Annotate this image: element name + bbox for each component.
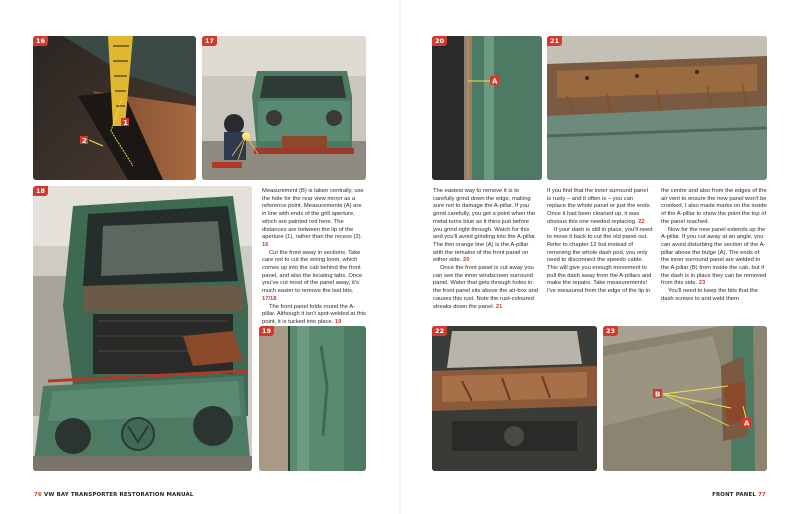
marker-A: A	[492, 77, 498, 86]
paragraph: Now for the new panel extends up the A-pillar. If you cut away at an angle, you can avoid disturbing the section of the A-pillar above the bulge (A). The ends of the inner surround panel are welded to the A-pillar (B) from inside the cab, but if the dash is in place they can be removed from this side. 23	[661, 226, 767, 287]
photo-reference: 23	[698, 280, 706, 287]
marker-2: 2	[82, 137, 87, 145]
photo-reference: 20	[462, 257, 470, 264]
paragraph: If you find that the inner surround panel is rusty – and it often is – you can replace the whole panel or just the ends. Once it had been cleaned up, it was obvious this one needed replacing. 22	[547, 188, 652, 225]
page-gutter	[399, 0, 401, 514]
photo-20-image	[432, 36, 542, 180]
photo-number-badge: 17	[202, 36, 217, 46]
photo-19-image	[259, 326, 366, 471]
photo-18	[33, 186, 252, 471]
photo-16-image	[33, 36, 196, 180]
book-title: VW BAY TRANSPORTER RESTORATION MANUAL	[43, 492, 194, 498]
paragraph: If your dash is still in place, you'll need to move it back to cut the old panel out. Refer to chapter 12 but instead of removing the whole dash pod, you only need to disconnect the speedo cable. This will give you enough movement to pull the dash away from the A-pillars and make the repairs. Take measurements! I've measured from the edge of the lip in	[547, 226, 653, 295]
photo-reference: 17/18	[262, 295, 277, 302]
text-column-1	[262, 188, 367, 327]
photo-18-image	[33, 186, 252, 471]
photo-number-badge: 19	[259, 326, 274, 336]
photo-number-badge: 23	[603, 326, 618, 336]
photo-number-badge: 20	[432, 36, 447, 46]
paragraph: The easiest way to remove it is to carefully grind down the edge, making sure not to damage the A-pillar. If you grind carefully, you get a point when the metal turns blue as it thins just before you grind right through. Watch for this and you'll avoid grinding into the A-pillar. The thin orange line (A) is the A-pillar with the remains of the front panel on either side. 20	[433, 188, 537, 264]
marker-1: 1	[123, 119, 128, 127]
right-page-footer	[712, 492, 766, 498]
paragraph: the centre and also from the edges of the air vent to ensure the new panel won't be crooked. I also made marks on the inside of the A-pillar to show the point the top of the panel reached.	[661, 188, 767, 225]
page-number: 77	[758, 492, 766, 498]
photo-17-image	[202, 36, 366, 180]
photo-22-image	[432, 326, 597, 471]
paragraph: Measurement (B) is taken centrally, use the hole for the rear view mirror as a reference point. Measurements (A) are in line with ends of the grill aperture, which are painted red here. The distances are between the lip of the aperture (1), rather than the recess (2). 16	[262, 188, 364, 248]
photo-17	[202, 36, 366, 180]
photo-reference: 22	[638, 218, 645, 225]
paragraph: Cut the front away in sections. Take care not to cut the wiring loom, which comes up into the cab behind the front panel, and also the locating tabs. Once you've cut most of the panel away, it's much easier to remove the last bits. 17/18	[262, 249, 363, 302]
marker-A: A	[744, 419, 750, 428]
photo-reference: 16	[262, 241, 269, 248]
photo-21	[547, 36, 767, 180]
paragraph: The front panel folds round the A-pillar. Although it isn't spot-welded at this point, it is tucked into place. 19	[262, 303, 366, 325]
photo-22	[432, 326, 597, 471]
photo-reference: 21	[495, 303, 503, 310]
photo-23-image	[603, 326, 767, 471]
photo-23	[603, 326, 767, 471]
paragraph: You'll need to keep the bits that the dash screws to and weld them	[661, 288, 758, 302]
left-page-footer	[34, 492, 194, 498]
chapter-title: FRONT PANEL	[712, 492, 757, 498]
photo-reference: 19	[334, 318, 342, 325]
photo-number-badge: 22	[432, 326, 447, 336]
page-number: 76	[34, 492, 42, 498]
photo-20	[432, 36, 542, 180]
photo-19	[259, 326, 366, 471]
text-column-3	[547, 188, 653, 296]
photo-number-badge: 16	[33, 36, 48, 46]
photo-16	[33, 36, 196, 180]
marker-B: B	[655, 390, 661, 399]
photo-21-image	[547, 36, 767, 180]
text-column-4	[661, 188, 767, 304]
text-column-2	[433, 188, 539, 311]
photo-number-badge: 21	[547, 36, 562, 46]
paragraph: Once the front panel is cut away you can see the inner windscreen surround panel. Water that gets through holes in the front panel sits above the air-box and causes this rust. Note the rust-coloured streaks down the panel. 21	[433, 265, 539, 310]
photo-number-badge: 18	[33, 186, 48, 196]
